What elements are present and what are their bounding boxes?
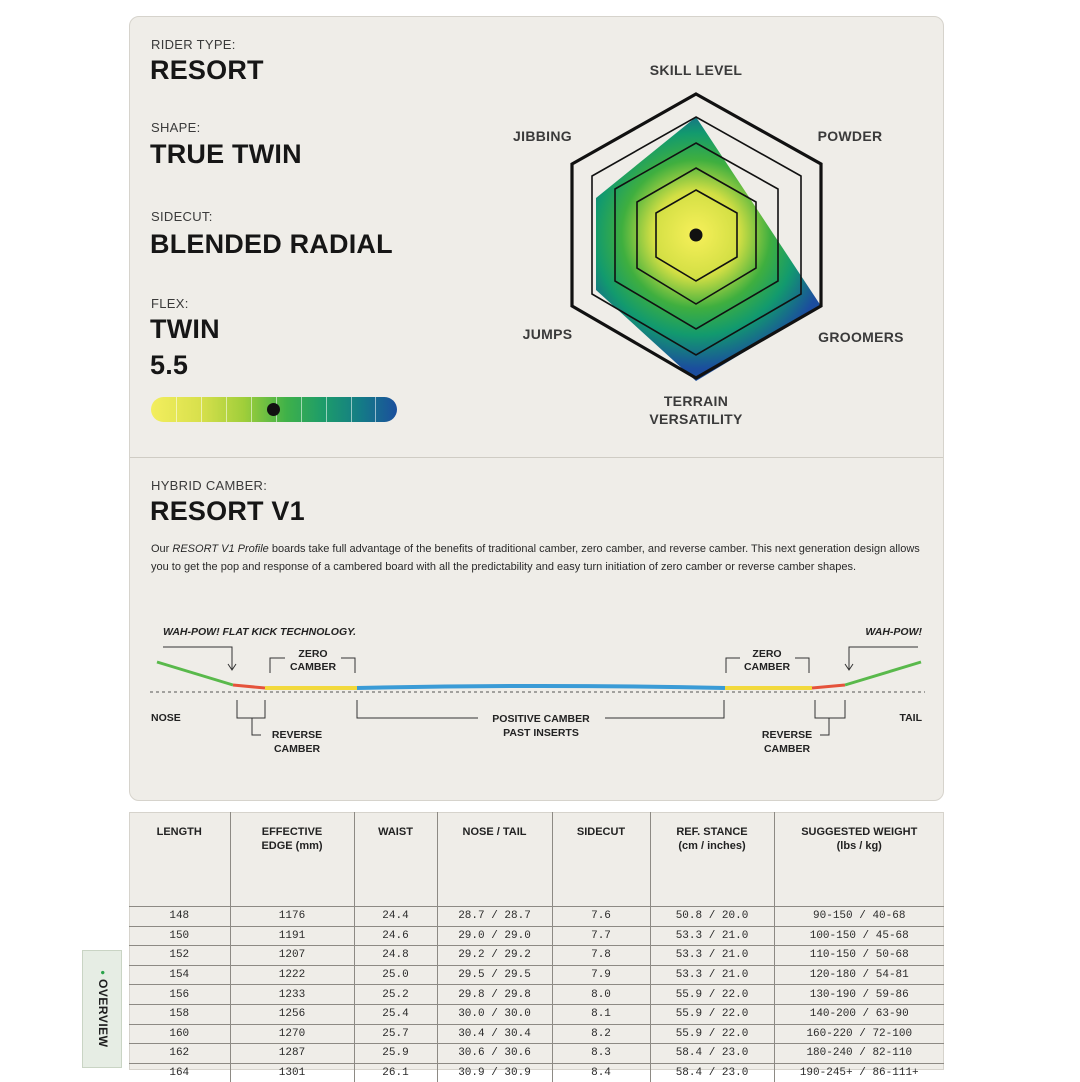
header-nose-tail: NOSE / TAIL bbox=[437, 812, 552, 907]
table-cell: 29.5 / 29.5 bbox=[437, 965, 552, 985]
table-cell: 24.6 bbox=[354, 926, 437, 946]
table-cell: 110-150 / 50-68 bbox=[774, 946, 944, 966]
table-cell: 90-150 / 40-68 bbox=[774, 907, 944, 927]
flex-label: FLEX: bbox=[151, 296, 189, 311]
table-cell: 1287 bbox=[230, 1044, 354, 1064]
table-cell: 8.2 bbox=[552, 1024, 650, 1044]
table-cell: 140-200 / 63-90 bbox=[774, 1004, 944, 1024]
table-cell: 162 bbox=[129, 1044, 230, 1064]
table-cell: 7.9 bbox=[552, 965, 650, 985]
table-cell: 30.9 / 30.9 bbox=[437, 1063, 552, 1082]
table-cell: 156 bbox=[129, 985, 230, 1005]
section-divider bbox=[130, 457, 943, 458]
table-cell: 29.0 / 29.0 bbox=[437, 926, 552, 946]
camber-description: Our RESORT V1 Profile boards take full advantage of the benefits of traditional camber, zero camber, and reverse camber. This next generation design allows you to get the pop and response of a cambered board with all the predictability and easy turn initiation of zero camber or reverse camber shapes. bbox=[151, 543, 920, 573]
table-cell: 55.9 / 22.0 bbox=[650, 1024, 774, 1044]
table-cell: 24.4 bbox=[354, 907, 437, 927]
table-cell: 55.9 / 22.0 bbox=[650, 1004, 774, 1024]
radar-label-jumps: JUMPS bbox=[522, 326, 573, 342]
table-cell: 100-150 / 45-68 bbox=[774, 926, 944, 946]
sidecut-value: BLENDED RADIAL bbox=[150, 229, 393, 259]
table-cell: 8.0 bbox=[552, 985, 650, 1005]
table-cell: 30.4 / 30.4 bbox=[437, 1024, 552, 1044]
table-cell: 26.1 bbox=[354, 1063, 437, 1082]
table-cell: 30.6 / 30.6 bbox=[437, 1044, 552, 1064]
table-cell: 1270 bbox=[230, 1024, 354, 1044]
zero-camber-left-1: ZERO bbox=[298, 648, 328, 660]
header-effective-edge: EFFECTIVE EDGE (mm) bbox=[230, 812, 354, 907]
table-cell: 25.4 bbox=[354, 1004, 437, 1024]
table-cell: 7.6 bbox=[552, 907, 650, 927]
table-cell: 28.7 / 28.7 bbox=[437, 907, 552, 927]
table-row bbox=[129, 907, 944, 927]
radar-label-groomers: GROOMERS bbox=[818, 329, 904, 345]
table-cell: 53.3 / 21.0 bbox=[650, 946, 774, 966]
table-cell: 29.2 / 29.2 bbox=[437, 946, 552, 966]
table-cell: 8.3 bbox=[552, 1044, 650, 1064]
table-cell: 25.7 bbox=[354, 1024, 437, 1044]
table-cell: 120-180 / 54-81 bbox=[774, 965, 944, 985]
table-cell: 58.4 / 23.0 bbox=[650, 1044, 774, 1064]
table-cell: 152 bbox=[129, 946, 230, 966]
rider-type-value: RESORT bbox=[150, 55, 264, 85]
shape-value: TRUE TWIN bbox=[150, 139, 302, 169]
table-header-row bbox=[129, 812, 944, 907]
table-cell: 1301 bbox=[230, 1063, 354, 1082]
radar-label-skill-level: SKILL LEVEL bbox=[649, 62, 743, 78]
table-row bbox=[129, 985, 944, 1005]
table-cell: 29.8 / 29.8 bbox=[437, 985, 552, 1005]
radar-label-powder: POWDER bbox=[817, 128, 883, 144]
positive-camber-1: POSITIVE CAMBER bbox=[492, 713, 590, 725]
table-cell: 1233 bbox=[230, 985, 354, 1005]
table-cell: 25.9 bbox=[354, 1044, 437, 1064]
table-cell: 50.8 / 20.0 bbox=[650, 907, 774, 927]
table-cell: 160 bbox=[129, 1024, 230, 1044]
camber-title: RESORT V1 bbox=[150, 496, 305, 526]
table-cell: 58.4 / 23.0 bbox=[650, 1063, 774, 1082]
positive-camber-2: PAST INSERTS bbox=[503, 727, 579, 739]
sidecut-label: SIDECUT: bbox=[151, 209, 213, 224]
size-spec-table bbox=[129, 812, 944, 1082]
table-cell: 148 bbox=[129, 907, 230, 927]
flex-number: 5.5 bbox=[150, 350, 189, 380]
table-cell: 1191 bbox=[230, 926, 354, 946]
table-cell: 164 bbox=[129, 1063, 230, 1082]
table-cell: 25.0 bbox=[354, 965, 437, 985]
table-cell: 24.8 bbox=[354, 946, 437, 966]
nose-label: NOSE bbox=[151, 712, 181, 724]
table-cell: 1207 bbox=[230, 946, 354, 966]
wahpow-left-label: WAH-POW! FLAT KICK TECHNOLOGY. bbox=[163, 626, 357, 638]
table-row bbox=[129, 1024, 944, 1044]
camber-label: HYBRID CAMBER: bbox=[151, 478, 268, 493]
reverse-camber-left-2: CAMBER bbox=[273, 743, 321, 755]
wahpow-right-label: WAH-POW! bbox=[865, 626, 922, 638]
table-cell: 154 bbox=[129, 965, 230, 985]
table-row bbox=[129, 965, 944, 985]
radar-label-jibbing: JIBBING bbox=[513, 128, 572, 144]
reverse-camber-left-1: REVERSE bbox=[271, 729, 323, 741]
radar-label-versatility: VERSATILITY bbox=[649, 411, 743, 427]
header-ref-stance: REF. STANCE (cm / inches) bbox=[650, 812, 774, 907]
radar-center-dot bbox=[690, 229, 703, 242]
table-cell: 1256 bbox=[230, 1004, 354, 1024]
header-waist: WAIST bbox=[354, 812, 437, 907]
table-row bbox=[129, 926, 944, 946]
overview-tab-label[interactable]: • OVERVIEW bbox=[96, 970, 110, 1048]
flex-value: TWIN bbox=[150, 314, 220, 344]
tail-label: TAIL bbox=[899, 712, 922, 724]
zero-camber-right-2: CAMBER bbox=[743, 661, 791, 673]
table-cell: 55.9 / 22.0 bbox=[650, 985, 774, 1005]
table-row bbox=[129, 1044, 944, 1064]
reverse-camber-right-2: CAMBER bbox=[763, 743, 811, 755]
table-cell: 180-240 / 82-110 bbox=[774, 1044, 944, 1064]
zero-camber-right-1: ZERO bbox=[752, 648, 782, 660]
table-cell: 30.0 / 30.0 bbox=[437, 1004, 552, 1024]
shape-label: SHAPE: bbox=[151, 120, 201, 135]
table-cell: 150 bbox=[129, 926, 230, 946]
header-sidecut: SIDECUT bbox=[552, 812, 650, 907]
table-row bbox=[129, 1063, 944, 1082]
table-cell: 53.3 / 21.0 bbox=[650, 965, 774, 985]
table-cell: 130-190 / 59-86 bbox=[774, 985, 944, 1005]
table-row bbox=[129, 1004, 944, 1024]
table-cell: 25.2 bbox=[354, 985, 437, 1005]
table-cell: 7.8 bbox=[552, 946, 650, 966]
table-row bbox=[129, 946, 944, 966]
table-cell: 7.7 bbox=[552, 926, 650, 946]
radar-shape bbox=[596, 117, 821, 381]
zero-camber-left-2: CAMBER bbox=[289, 661, 337, 673]
table-cell: 8.1 bbox=[552, 1004, 650, 1024]
radar-label-terrain: TERRAIN bbox=[663, 393, 729, 409]
reverse-camber-right-1: REVERSE bbox=[761, 729, 813, 741]
terrain-radar-chart bbox=[0, 0, 1080, 460]
table-cell: 158 bbox=[129, 1004, 230, 1024]
header-length: LENGTH bbox=[156, 826, 202, 838]
table-cell: 53.3 / 21.0 bbox=[650, 926, 774, 946]
table-cell: 190-245+ / 86-111+ bbox=[774, 1063, 944, 1082]
header-suggested-weight: SUGGESTED WEIGHT (lbs / kg) bbox=[774, 812, 944, 907]
table-cell: 1222 bbox=[230, 965, 354, 985]
rider-type-label: RIDER TYPE: bbox=[151, 37, 236, 52]
table-cell: 160-220 / 72-100 bbox=[774, 1024, 944, 1044]
table-cell: 1176 bbox=[230, 907, 354, 927]
table-cell: 8.4 bbox=[552, 1063, 650, 1082]
